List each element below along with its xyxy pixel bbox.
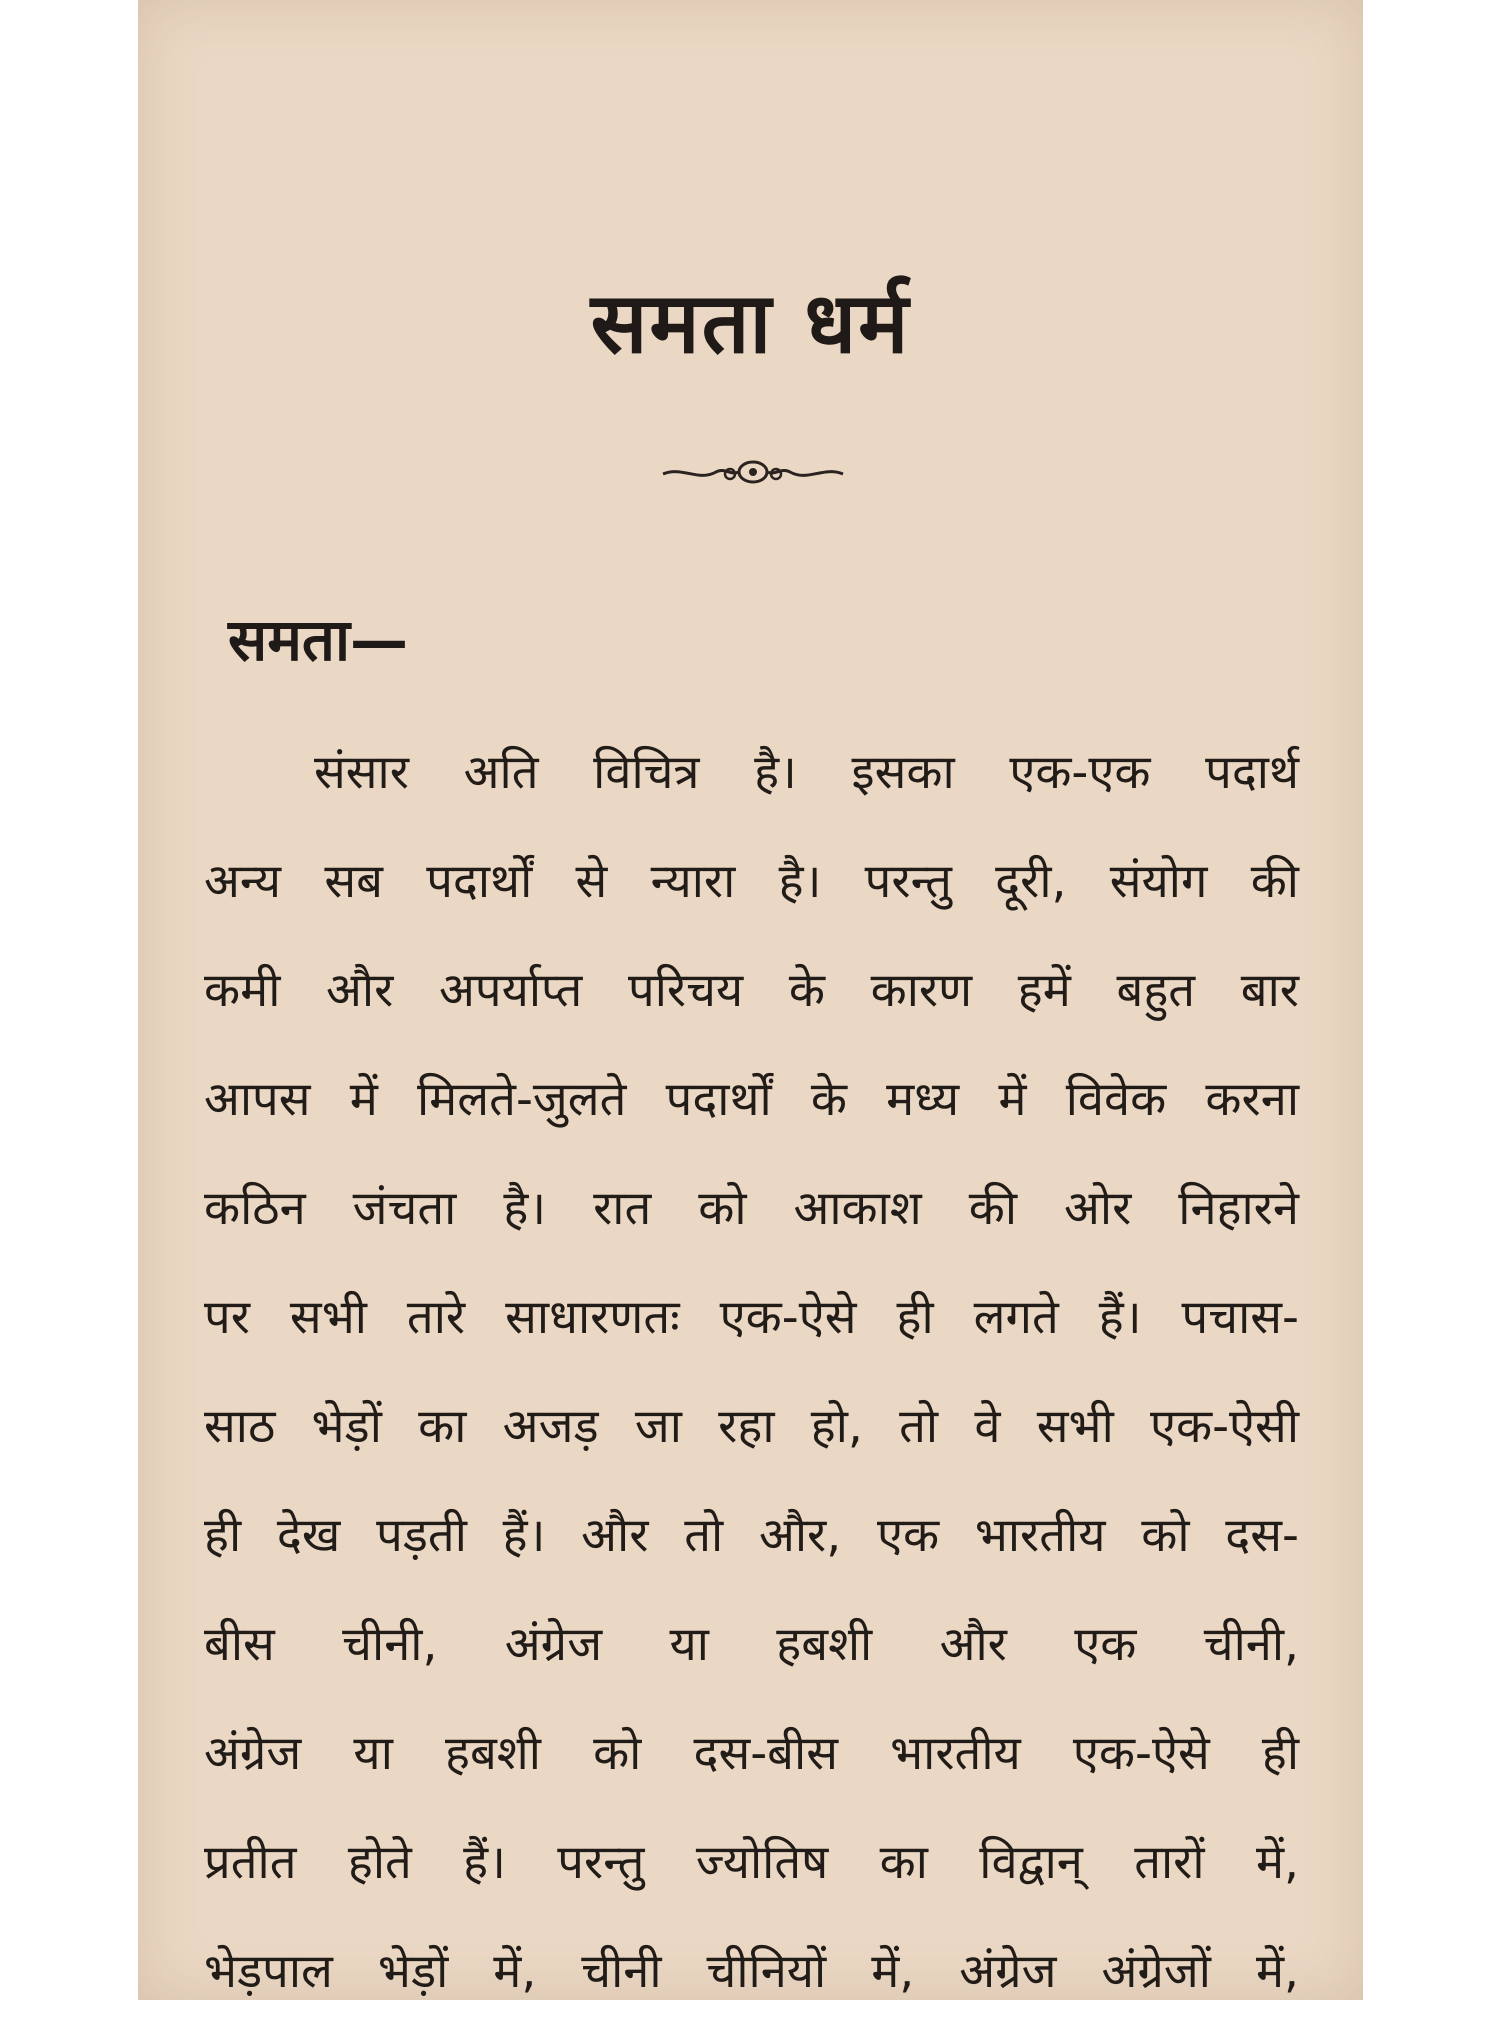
text-line: साठ भेड़ों का अजड़ जा रहा हो, तो वे सभी एक-ऐसी [204,1399,1299,1454]
text-line: कठिन जंचता है। रात को आकाश की ओर निहारने [204,1181,1299,1236]
text-line: आपस में मिलते-जुलते पदार्थों के मध्य में विवेक करना [204,1072,1299,1127]
text-line: संसार अति विचित्र है। इसका एक-एक पदार्थ [314,745,1299,800]
text-line: पर सभी तारे साधारणतः एक-ऐसे ही लगते हैं। पचास- [204,1290,1299,1345]
book-page [138,0,1363,2000]
text-line: अन्य सब पदार्थों से न्यारा है। परन्तु दूरी, संयोग की [204,854,1299,909]
text-line: प्रतीत होते हैं। परन्तु ज्योतिष का विद्वान् तारों में, [204,1835,1299,1890]
section-heading: समता— [228,606,408,674]
floral-divider-icon [658,452,848,492]
text-line: बीस चीनी, अंग्रेज या हबशी और एक चीनी, [204,1617,1299,1672]
text-line: भेड़पाल भेड़ों में, चीनी चीनियों में, अंग्रेज अंग्रेजों में, [204,1944,1299,1999]
page-title: समता धर्म [590,274,911,372]
text-line: ही देख पड़ती हैं। और तो और, एक भारतीय को दस- [204,1508,1299,1563]
text-line: कमी और अपर्याप्त परिचय के कारण हमें बहुत बार [204,963,1299,1018]
body-paragraph [204,718,1299,2026]
text-line: अंग्रेज या हबशी को दस-बीस भारतीय एक-ऐसे ही [204,1726,1299,1781]
